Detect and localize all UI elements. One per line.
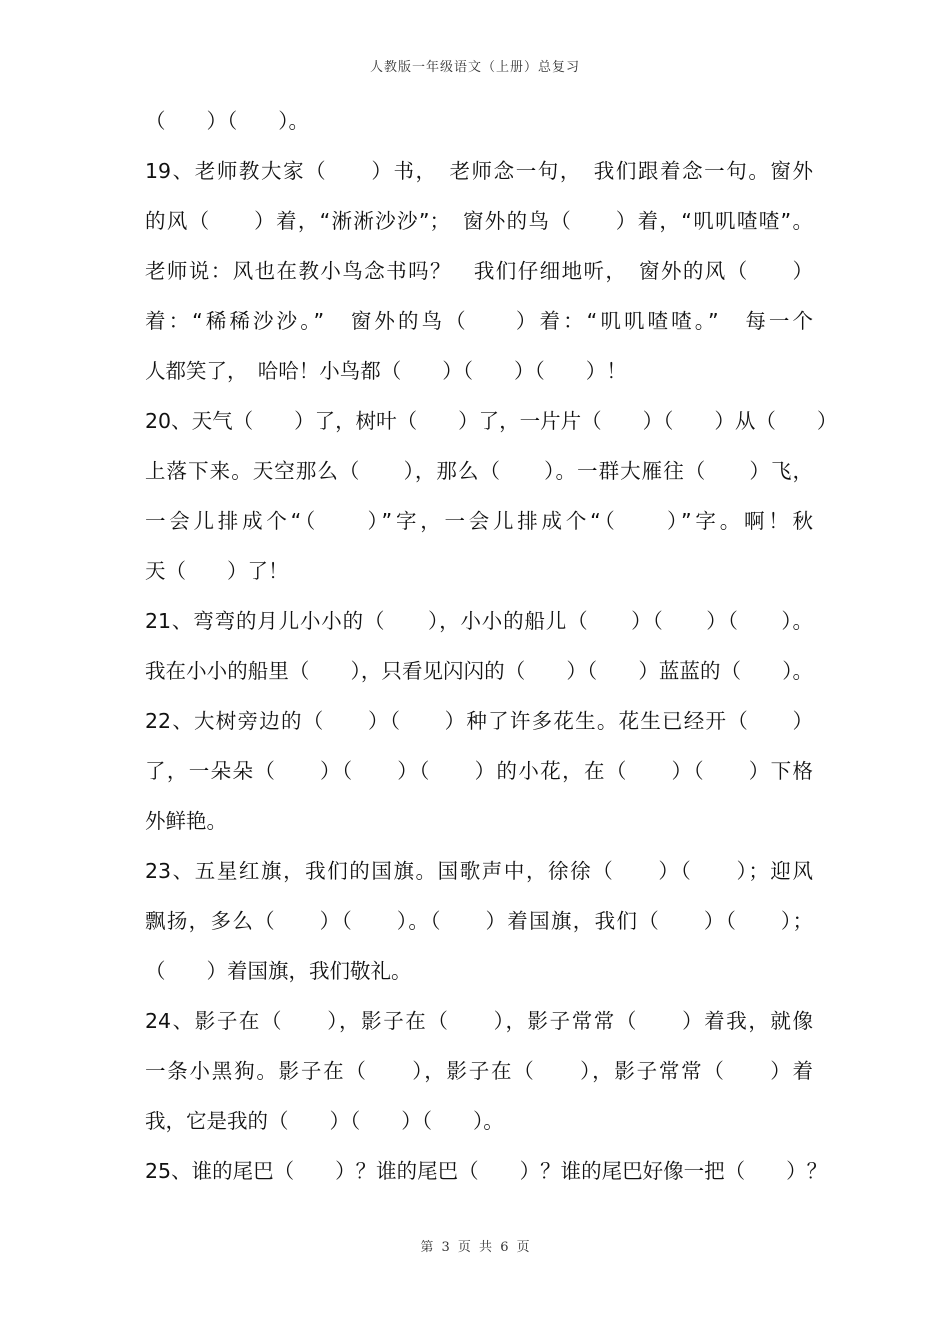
text-line: 外鲜艳。 xyxy=(145,809,227,833)
text-line: 着：“稀稀沙沙。” 窗外的鸟（ ）着：“叽叽喳喳。” 每一个 xyxy=(145,309,813,333)
text-line: 19、老师教大家（ ）书， 老师念一句， 我们跟着念一句。窗外 xyxy=(145,159,813,183)
text-line: 25、谁的尾巴（ ）？谁的尾巴（ ）？谁的尾巴好像一把（ ）？ xyxy=(145,1159,828,1183)
text-line: 上落下来。天空那么（ ），那么（ ）。一群大雁往（ ）飞， xyxy=(145,459,813,483)
page-footer: 第 3 页 共 6 页 xyxy=(420,1240,530,1255)
text-line: 人都笑了， 哈哈！小鸟都（ ）（ ）（ ）！ xyxy=(145,359,627,383)
text-line: （ ）着国旗，我们敬礼。 xyxy=(145,959,412,983)
text-line: 21、弯弯的月儿小小的（ ），小小的船儿（ ）（ ）（ ）。 xyxy=(145,609,813,633)
text-line: 了，一朵朵（ ）（ ）（ ）的小花，在（ ）（ ）下格 xyxy=(145,759,813,783)
text-line: 一条小黑狗。影子在（ ），影子在（ ），影子常常（ ）着 xyxy=(145,1059,813,1083)
text-line: 老师说：风也在教小鸟念书吗？ 我们仔细地听， 窗外的风（ ） xyxy=(145,259,813,283)
text-line: 20、天气（ ）了，树叶（ ）了，一片片（ ）（ ）从（ ） xyxy=(145,409,838,433)
text-line: 天（ ）了！ xyxy=(145,559,289,583)
text-line: 的风（ ）着，“淅淅沙沙”； 窗外的鸟（ ）着，“叽叽喳喳”。 xyxy=(145,209,813,233)
text-line: 飘扬，多么（ ）（ ）。（ ）着国旗，我们（ ）（ ）； xyxy=(145,909,813,933)
text-line: 24、影子在（ ），影子在（ ），影子常常（ ）着我，就像 xyxy=(145,1009,813,1033)
text-line: 一会儿排成个“（ ）”字，一会儿排成个“（ ）”字。啊！秋 xyxy=(145,509,813,533)
text-line: 我，它是我的（ ）（ ）（ ）。 xyxy=(145,1109,504,1133)
text-line: 我在小小的船里（ ），只看见闪闪的（ ）（ ）蓝蓝的（ ）。 xyxy=(145,659,813,683)
text-line: （ ）（ ）。 xyxy=(145,109,309,133)
worksheet-content xyxy=(145,96,838,1196)
page-header: 人教版一年级语文（上册）总复习 xyxy=(369,60,580,75)
text-line: 22、大树旁边的（ ）（ ）种了许多花生。花生已经开（ ） xyxy=(145,709,813,733)
text-line: 23、五星红旗，我们的国旗。国歌声中，徐徐（ ）（ ）；迎风 xyxy=(145,859,813,883)
